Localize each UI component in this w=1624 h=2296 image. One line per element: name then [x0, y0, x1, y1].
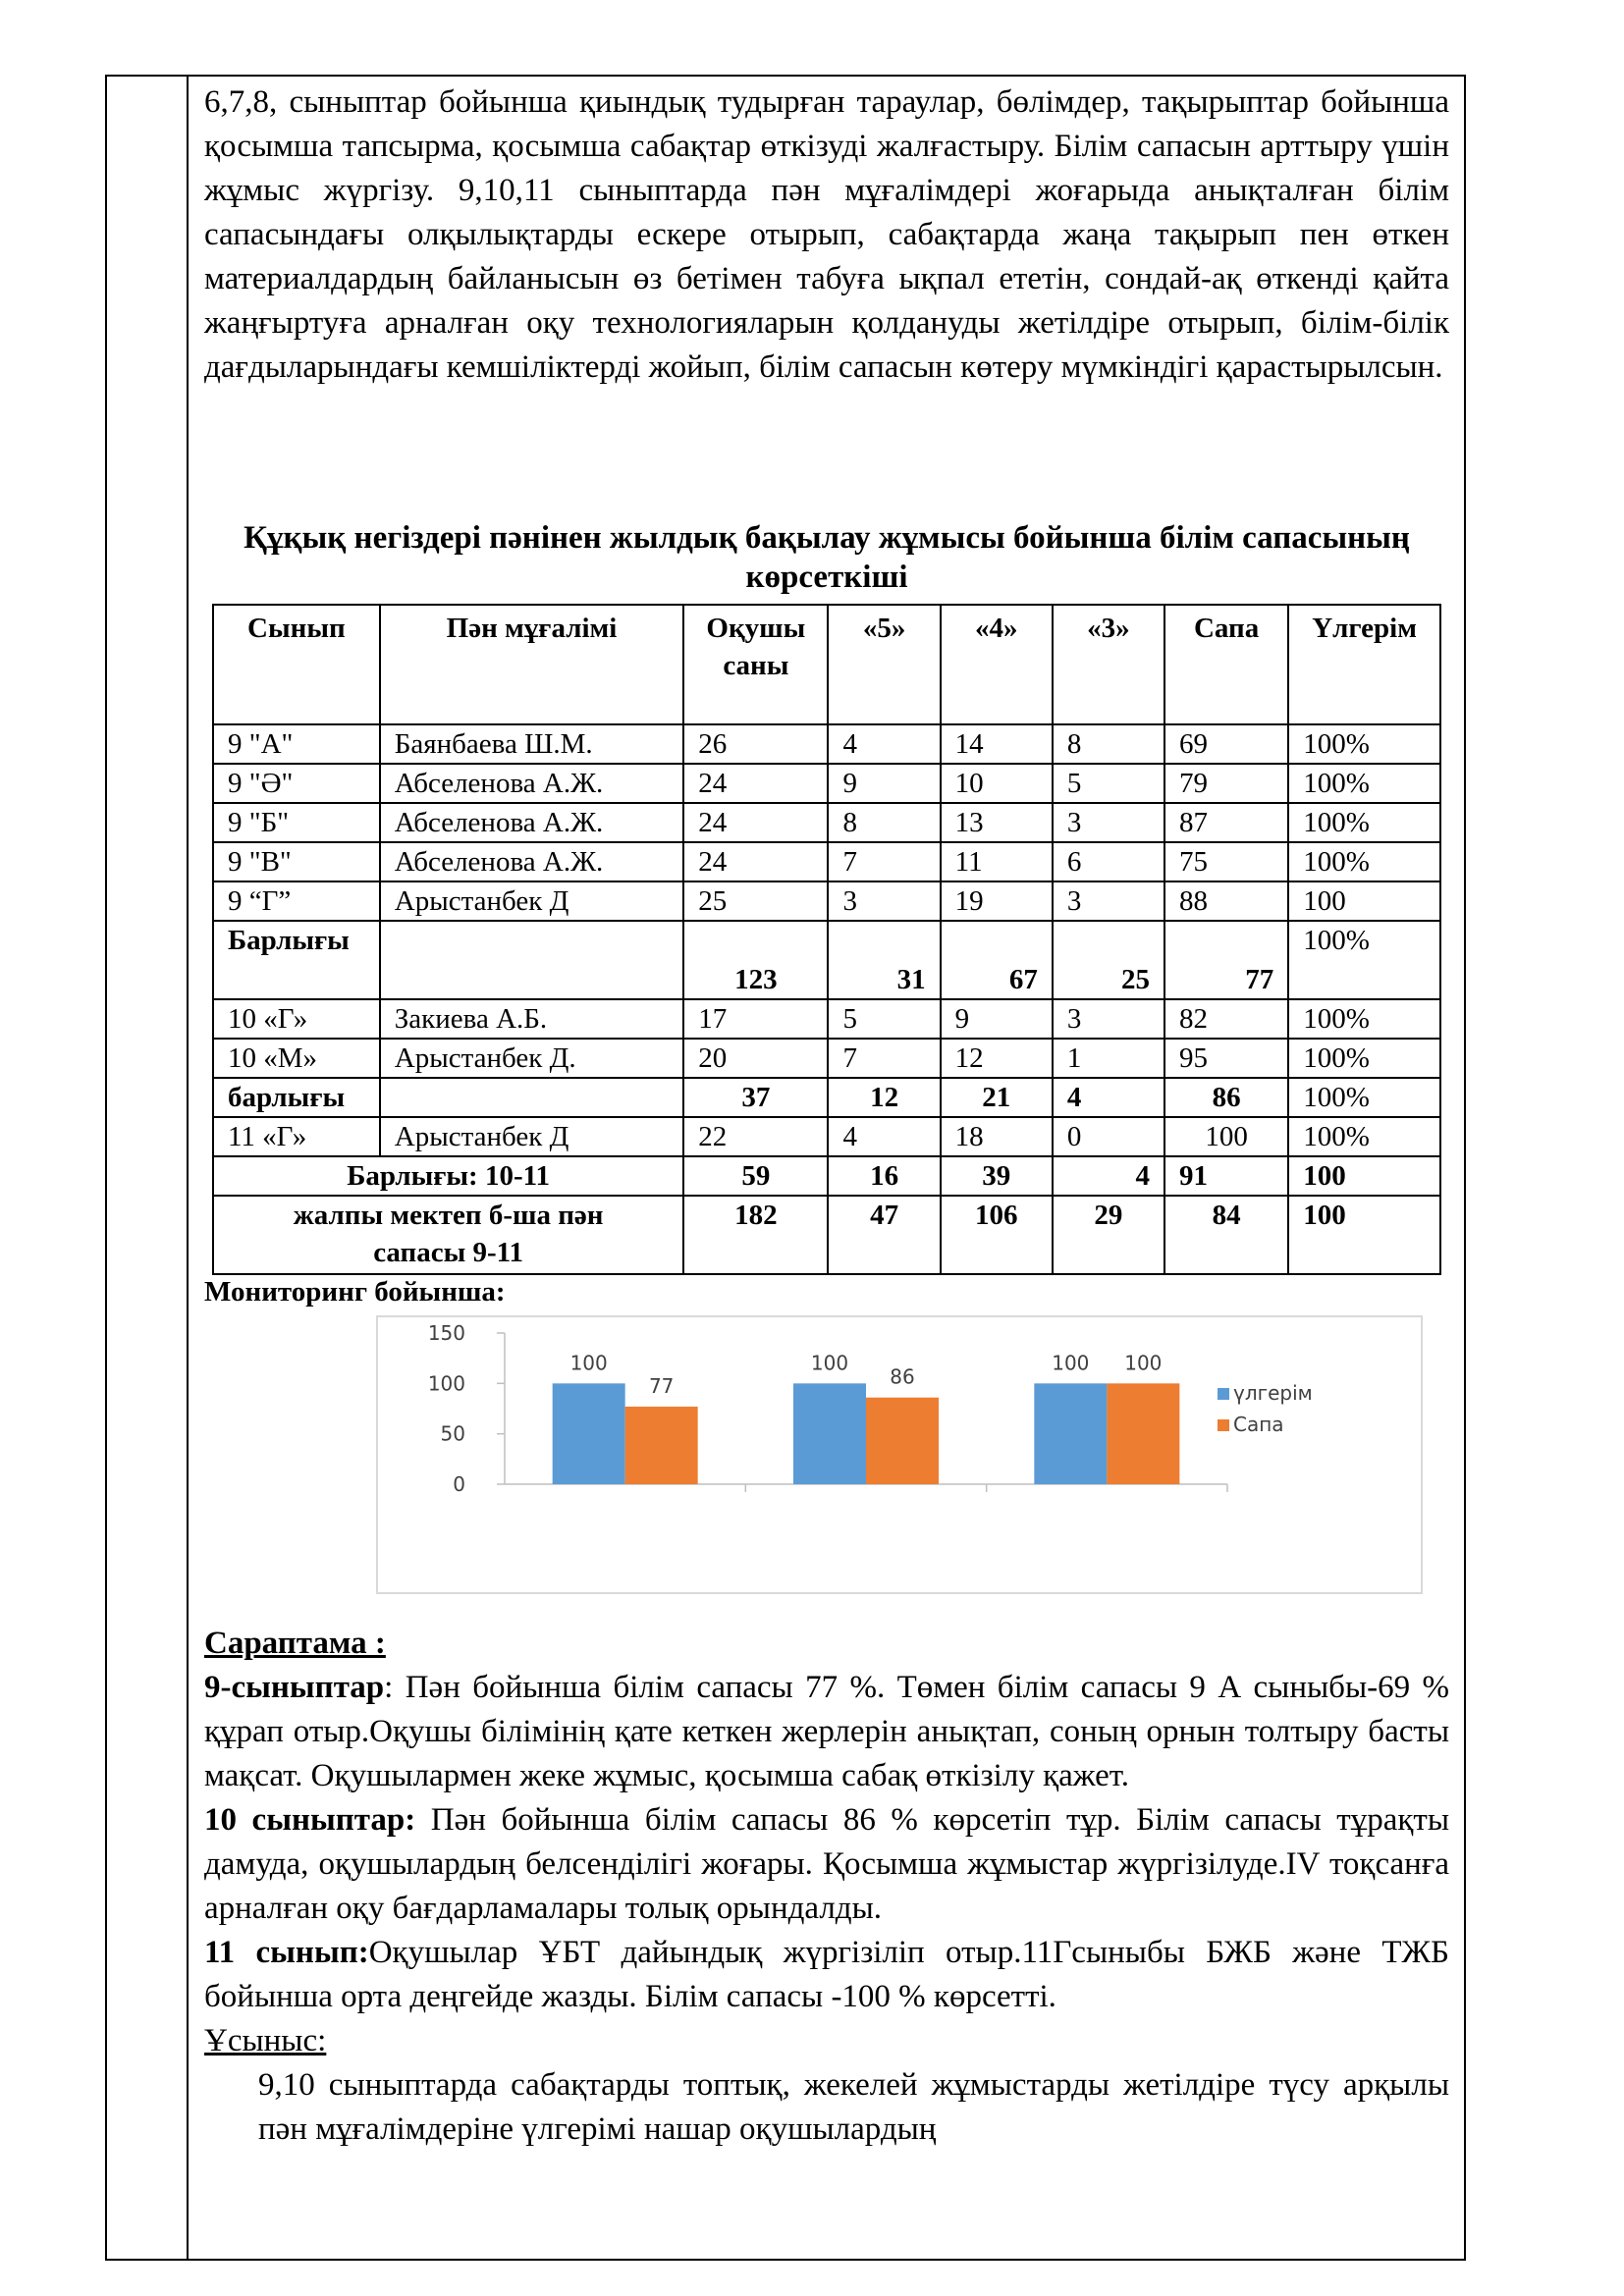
legend-swatch [1218, 1419, 1229, 1431]
table-cell: 26 [683, 724, 828, 764]
data-label: 100 [569, 1351, 608, 1375]
table-row [213, 724, 1440, 764]
grades-table [212, 604, 1441, 1275]
table-cell: 8 [828, 803, 940, 842]
table-cell: 25 [1053, 921, 1164, 999]
table-cell: 10 «М» [213, 1039, 380, 1078]
bar [866, 1398, 939, 1484]
table-cell: 86 [1164, 1078, 1288, 1117]
total-10-row [213, 1078, 1440, 1117]
table-cell: 14 [941, 724, 1053, 764]
table-cell: 3 [1053, 803, 1164, 842]
table-cell: 100% [1288, 724, 1440, 764]
table-cell: Абселенова А.Ж. [380, 842, 683, 881]
header-cell: Үлгерім [1288, 605, 1440, 724]
table-row [213, 881, 1440, 921]
analysis-9-text: : Пән бойынша білім сапасы 77 %. Төмен білім сапасы 9 А сыныбы-69 % құрап отыр.Оқушы білімінің қате кеткен жерлерін анықтап, соның орнын толтыру басты мақсат. Оқушылармен жеке жұмыс, қосымша сабақ өткізілу қажет. [204, 1670, 1449, 1793]
table-title: Құқық негіздері пәнінен жылдық бақылау жұмысы бойынша білім сапасының көрсеткіші [244, 520, 1410, 595]
table-cell: Барлығы [213, 921, 380, 999]
table-row [213, 803, 1440, 842]
table-row [213, 764, 1440, 803]
table-cell: 69 [1164, 724, 1288, 764]
table-cell: 7 [828, 1039, 940, 1078]
header-cell: Оқушы саны [683, 605, 828, 724]
table-cell: Барлығы: 10-11 [213, 1156, 683, 1196]
table-row [213, 1117, 1440, 1156]
intro-paragraph: 6,7,8, сыныптар бойынша қиындық тудырған тараулар, бөлімдер, тақырыптар бойынша қосымша тапсырма, қосымша сабақтар өткізуді жалғастыру. Білім сапасын арттыру үшін жұмыс жүргізу. 9,10,11 сыныптарда пән мұғалімдері жоғарыда анықталған білім сапасындағы олқылықтарды ескере отырып, сабақтарда жаңа тақырып пен өткен материалдардың байланысын өз бетімен табуға ықпал ететін, сондай-ақ өткенді қайта жаңғыртуға арналған оқу технологияларын қолдануды жетілдіре отырып, білім-білік дағдыларындағы кемшіліктерді жойып, білім сапасын көтеру мүмкіндігі қарастырылсын. [204, 84, 1449, 385]
table-cell: 12 [941, 1039, 1053, 1078]
table-cell: 47 [828, 1196, 940, 1274]
analysis-11-text: Оқушылар ҰБТ дайындық жүргізіліп отыр.11Гсыныбы БЖБ және ТЖБ бойынша орта деңгейде жазды. Білім сапасы -100 % көрсетті. [204, 1935, 1449, 2014]
frame-top-border [105, 75, 1466, 77]
analysis-9-label: 9-сыныптар [204, 1670, 385, 1705]
table-cell: 39 [941, 1156, 1053, 1196]
table-cell: барлығы [213, 1078, 380, 1117]
header-cell: Сапа [1164, 605, 1288, 724]
table-cell: 12 [828, 1078, 940, 1117]
table-cell: 59 [683, 1156, 828, 1196]
table-cell: 3 [1053, 999, 1164, 1039]
table-cell: 182 [683, 1196, 828, 1274]
grade-11-rows [213, 1117, 1440, 1156]
table-cell: 31 [828, 921, 940, 999]
table-cell: 5 [1053, 764, 1164, 803]
table-cell: Абселенова А.Ж. [380, 803, 683, 842]
table-cell: 24 [683, 764, 828, 803]
table-cell: 9 "Б" [213, 803, 380, 842]
table-cell: 123 [683, 921, 828, 999]
table-cell: 16 [828, 1156, 940, 1196]
legend-swatch [1218, 1388, 1229, 1400]
table-cell: 9 "А" [213, 724, 380, 764]
table-cell: 100 [1288, 1156, 1440, 1196]
table-cell: 37 [683, 1078, 828, 1117]
table-cell: 100 [1288, 1196, 1440, 1274]
table-cell: 9 [941, 999, 1053, 1039]
data-label: 86 [890, 1364, 915, 1389]
table-cell: 24 [683, 842, 828, 881]
table-cell: 100% [1288, 999, 1440, 1039]
table-cell: 7 [828, 842, 940, 881]
table-cell: 24 [683, 803, 828, 842]
bar [1107, 1383, 1179, 1484]
monitoring-label: Мониторинг бойынша: [204, 1276, 506, 1308]
table-cell: 100% [1288, 842, 1440, 881]
table-cell: 100% [1288, 803, 1440, 842]
analysis-11-label: 11 сынып: [204, 1935, 369, 1970]
proposal-paragraph: 9,10 сыныптарда сабақтарды топтық, жекелей жұмыстарды жетілдіре түсу арқылы пән мұғалімдеріне үлгерімі нашар оқушылардың [258, 2067, 1449, 2147]
table-row [213, 1039, 1440, 1078]
table-cell: 20 [683, 1039, 828, 1078]
proposal-label: Ұсыныс: [204, 2023, 327, 2058]
table-cell: 87 [1164, 803, 1288, 842]
table-cell: 3 [828, 881, 940, 921]
table-header-row [213, 605, 1440, 724]
header-cell: «5» [828, 605, 940, 724]
table-cell: 11 «Г» [213, 1117, 380, 1156]
data-label: 100 [1052, 1351, 1090, 1375]
table-cell: 0 [1053, 1117, 1164, 1156]
column-divider [187, 75, 189, 2261]
table-cell: 17 [683, 999, 828, 1039]
table-cell: 95 [1164, 1039, 1288, 1078]
table-cell: 13 [941, 803, 1053, 842]
total-10-11-row [213, 1156, 1440, 1196]
table-cell: 106 [941, 1196, 1053, 1274]
total-9-row [213, 921, 1440, 999]
analysis-10-label: 10 сыныптар: [204, 1802, 416, 1838]
grade-10-rows [213, 999, 1440, 1078]
table-cell: 88 [1164, 881, 1288, 921]
table-cell: 9 [828, 764, 940, 803]
bar [793, 1383, 866, 1484]
bar [553, 1383, 625, 1484]
table-cell: 91 [1164, 1156, 1288, 1196]
bar [1034, 1383, 1107, 1484]
table-cell: 10 [941, 764, 1053, 803]
table-cell: Абселенова А.Ж. [380, 764, 683, 803]
grade-9-rows [213, 724, 1440, 921]
header-cell: «3» [1053, 605, 1164, 724]
header-cell: Пән мұғалімі [380, 605, 683, 724]
bar-chart [378, 1317, 1421, 1592]
table-cell [380, 921, 683, 999]
analysis-heading: Сараптама : [204, 1626, 386, 1661]
table-cell: 84 [1164, 1196, 1288, 1274]
table-cell: 4 [828, 1117, 940, 1156]
table-cell: 22 [683, 1117, 828, 1156]
table-cell: Закиева А.Б. [380, 999, 683, 1039]
table-cell: 100% [1288, 921, 1440, 999]
table-cell [380, 1078, 683, 1117]
table-cell: 79 [1164, 764, 1288, 803]
table-cell: 67 [941, 921, 1053, 999]
table-cell: 10 «Г» [213, 999, 380, 1039]
table-cell: 8 [1053, 724, 1164, 764]
table-cell: 82 [1164, 999, 1288, 1039]
table-cell: 4 [1053, 1156, 1164, 1196]
analysis-11-paragraph [204, 1931, 1449, 2019]
table-cell: 21 [941, 1078, 1053, 1117]
y-tick-label: 100 [427, 1371, 465, 1396]
table-cell: Арыстанбек Д. [380, 1039, 683, 1078]
table-cell: 29 [1053, 1196, 1164, 1274]
legend-entry: үлгерім [1233, 1381, 1313, 1405]
table-cell: 4 [1053, 1078, 1164, 1117]
table-cell: 100% [1288, 1117, 1440, 1156]
header-cell: «4» [941, 605, 1053, 724]
table-cell: 100 [1164, 1117, 1288, 1156]
table-cell: Баянбаева Ш.М. [380, 724, 683, 764]
header-cell: Сынып [213, 605, 380, 724]
table-cell: 1 [1053, 1039, 1164, 1078]
chart-container [376, 1315, 1423, 1594]
analysis-9-paragraph [204, 1666, 1449, 1798]
y-tick-label: 150 [427, 1321, 465, 1345]
table-cell: 11 [941, 842, 1053, 881]
table-row [213, 842, 1440, 881]
y-tick-label: 0 [453, 1472, 465, 1496]
analysis-10-text: Пән бойынша білім сапасы 86 % көрсетіп тұр. Білім сапасы тұрақты дамуда, оқушылардың белсенділігі жоғары. Қосымша жұмыстар жүргізілуде.IV тоқсанға арналған оқу бағдарламалары толық орындалды. [204, 1802, 1449, 1926]
table-cell: Арыстанбек Д [380, 881, 683, 921]
table-cell: 77 [1164, 921, 1288, 999]
table-row [213, 999, 1440, 1039]
table-cell: 9 "Ә" [213, 764, 380, 803]
table-cell: 18 [941, 1117, 1053, 1156]
total-school-row [213, 1196, 1440, 1274]
table-cell: 100% [1288, 1078, 1440, 1117]
table-cell: Арыстанбек Д [380, 1117, 683, 1156]
data-label: 100 [810, 1351, 849, 1375]
table-cell: 9 “Г” [213, 881, 380, 921]
table-cell: 5 [828, 999, 940, 1039]
table-cell: 3 [1053, 881, 1164, 921]
table-cell: 6 [1053, 842, 1164, 881]
analysis-10-paragraph [204, 1798, 1449, 1931]
table-cell: 75 [1164, 842, 1288, 881]
analysis-section [204, 1622, 1449, 2152]
table-cell: 19 [941, 881, 1053, 921]
table-cell: жалпы мектеп б-ша пән сапасы 9-11 [213, 1196, 683, 1274]
table-cell: 100% [1288, 764, 1440, 803]
table-cell: 100% [1288, 1039, 1440, 1078]
bar [625, 1407, 698, 1484]
table-cell: 100 [1288, 881, 1440, 921]
y-tick-label: 50 [440, 1421, 465, 1446]
table-cell: 4 [828, 724, 940, 764]
table-cell: 9 "В" [213, 842, 380, 881]
table-cell: 25 [683, 881, 828, 921]
data-label: 77 [648, 1373, 675, 1398]
legend-entry: Сапа [1233, 1413, 1284, 1436]
data-label: 100 [1124, 1351, 1163, 1375]
